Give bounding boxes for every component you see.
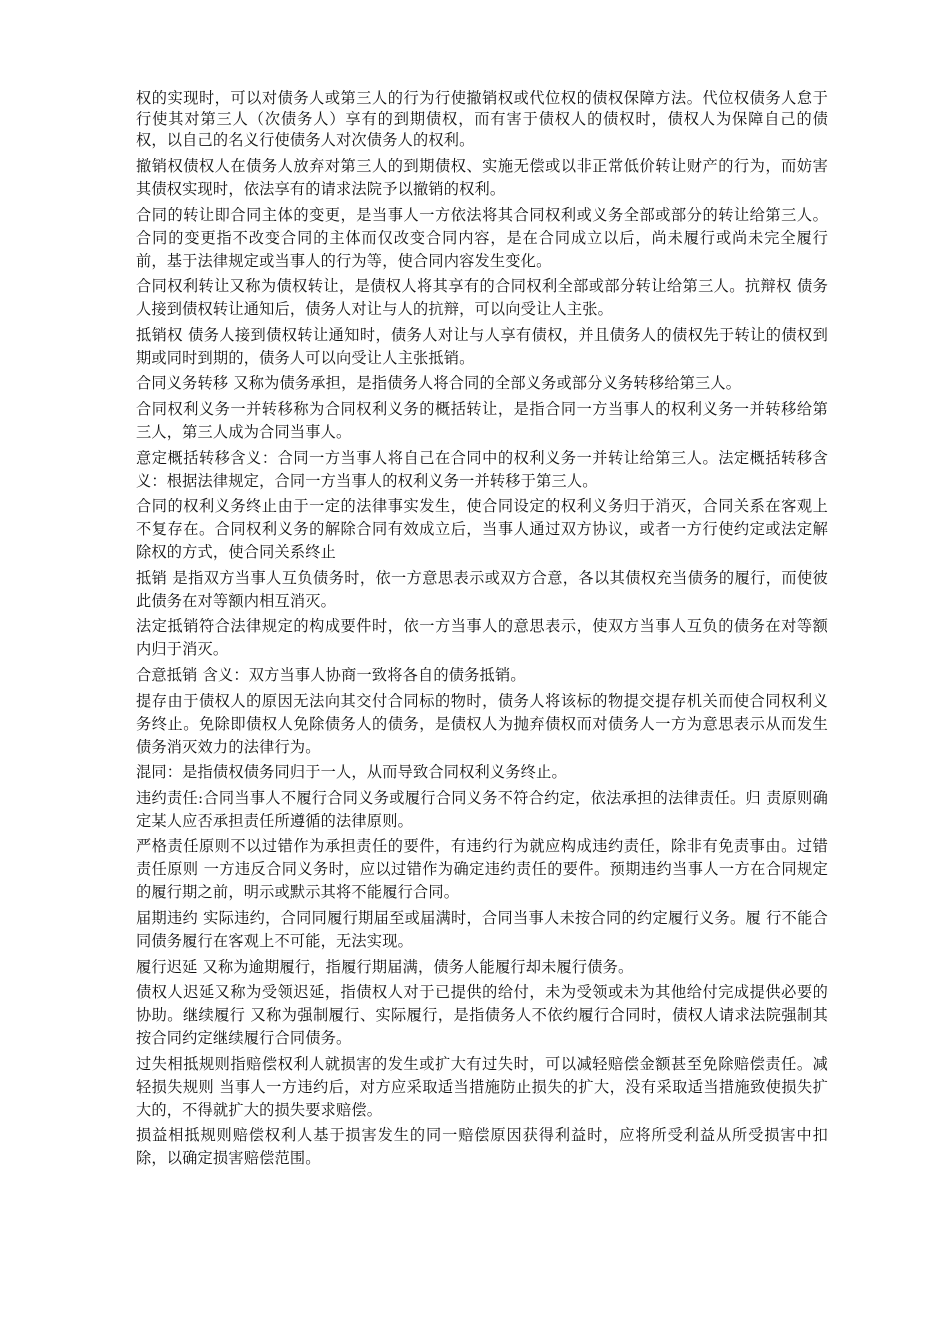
paragraph-15: 违约责任:合同当事人不履行合同义务或履行合同义务不符合约定，依法承担的法律责任。归 责原则确定某人应否承担责任所遵循的法律原则。 — [136, 788, 828, 830]
paragraph-20: 过失相抵规则指赔偿权利人就损害的发生或扩大有过失时，可以减轻赔偿金额甚至免除赔偿责任。减轻损失规则 当事人一方违约后，对方应采取适当措施防止损失的扩大，没有采取适当措施致使损失扩大的，不得就扩大的损失要求赔偿。 — [136, 1054, 828, 1119]
paragraph-10: 抵销 是指双方当事人互负债务时，依一方意思表示或双方合意，各以其债权充当债务的履行，而使彼此债务在对等额内相互消灭。 — [136, 568, 828, 610]
paragraph-7: 合同权利义务一并转移称为合同权利义务的概括转让，是指合同一方当事人的权利义务一并转移给第三人，第三人成为合同当事人。 — [136, 399, 828, 441]
paragraph-11: 法定抵销符合法律规定的构成要件时，依一方当事人的意思表示，使双方当事人互负的债务在对等额内归于消灭。 — [136, 617, 828, 659]
paragraph-16: 严格责任原则不以过错作为承担责任的要件，有违约行为就应构成违约责任，除非有免责事由。过错责任原则 一方违反合同义务时，应以过错作为确定违约责任的要件。预期违约当事人一方在合同规定的履行期之前，明示或默示其将不能履行合同。 — [136, 837, 828, 902]
paragraph-4: 合同权利转让又称为债权转让，是债权人将其享有的合同权利全部或部分转让给第三人。抗辩权 债务人接到债权转让通知后，债务人对让与人的抗辩，可以向受让人主张。 — [136, 277, 828, 319]
paragraph-14: 混同：是指债权债务同归于一人，从而导致合同权利义务终止。 — [136, 763, 567, 782]
paragraph-18: 履行迟延 又称为逾期履行，指履行期届满，债务人能履行却未履行债务。 — [136, 957, 634, 976]
paragraph-1: 权的实现时，可以对债务人或第三人的行为行使撤销权或代位权的债权保障方法。代位权债务人怠于行使其对第三人（次债务人）享有的到期债权，而有害于债权人的债权时，债权人为保障自己的债权，以自己的名义行使债务人对次债务人的权利。 — [136, 89, 828, 149]
paragraph-5: 抵销权 债务人接到债权转让通知时，债务人对让与人享有债权，并且债务人的债权先于转让的债权到期或同时到期的，债务人可以向受让人主张抵销。 — [136, 325, 828, 367]
paragraph-19: 债权人迟延又称为受领迟延，指债权人对于已提供的给付，未为受领或未为其他给付完成提供必要的协助。继续履行 又称为强制履行、实际履行，是指债务人不依约履行合同时，债权人请求法院强制其按合同约定继续履行合同债务。 — [136, 983, 828, 1048]
paragraph-13: 提存由于债权人的原因无法向其交付合同标的物时，债务人将该标的物提交提存机关而使合同权利义务终止。免除即债权人免除债务人的债务，是债权人为抛弃债权而对债务人一方为意思表示从而发生债务消灭效力的法律行为。 — [136, 691, 828, 756]
paragraph-2: 撤销权债权人在债务人放弃对第三人的到期债权、实施无偿或以非正常低价转让财产的行为，而妨害其债权实现时，依法享有的请求法院予以撤销的权利。 — [136, 157, 828, 198]
document-body — [136, 88, 828, 1173]
paragraph-6: 合同义务转移 又称为债务承担，是指债务人将合同的全部义务或部分义务转移给第三人。 — [136, 374, 742, 393]
paragraph-12: 合意抵销 含义：双方当事人协商一致将各自的债务抵销。 — [136, 665, 526, 684]
paragraph-3: 合同的转让即合同主体的变更，是当事人一方依法将其合同权利或义务全部或部分的转让给第三人。合同的变更指不改变合同的主体而仅改变合同内容，是在合同成立以后，尚未履行或尚未完全履行前，基于法律规定或当事人的行为等，使合同内容发生变化。 — [136, 205, 828, 270]
paragraph-21: 损益相抵规则赔偿权利人基于损害发生的同一赔偿原因获得利益时，应将所受利益从所受损害中扣除，以确定损害赔偿范围。 — [136, 1126, 828, 1168]
paragraph-17: 届期违约 实际违约，合同同履行期届至或届满时，合同当事人未按合同的约定履行义务。履 行不能合同债务履行在客观上不可能，无法实现。 — [136, 908, 828, 950]
paragraph-9: 合同的权利义务终止由于一定的法律事实发生，使合同设定的权利义务归于消灭，合同关系在客观上不复存在。合同权利义务的解除合同有效成立后，当事人通过双方协议，或者一方行使约定或法定解除权的方式，使合同关系终止 — [136, 497, 828, 562]
paragraph-8: 意定概括转移含义：合同一方当事人将自己在合同中的权利义务一并转让给第三人。法定概括转移含义：根据法律规定，合同一方当事人的权利义务一并转移于第三人。 — [136, 448, 828, 490]
